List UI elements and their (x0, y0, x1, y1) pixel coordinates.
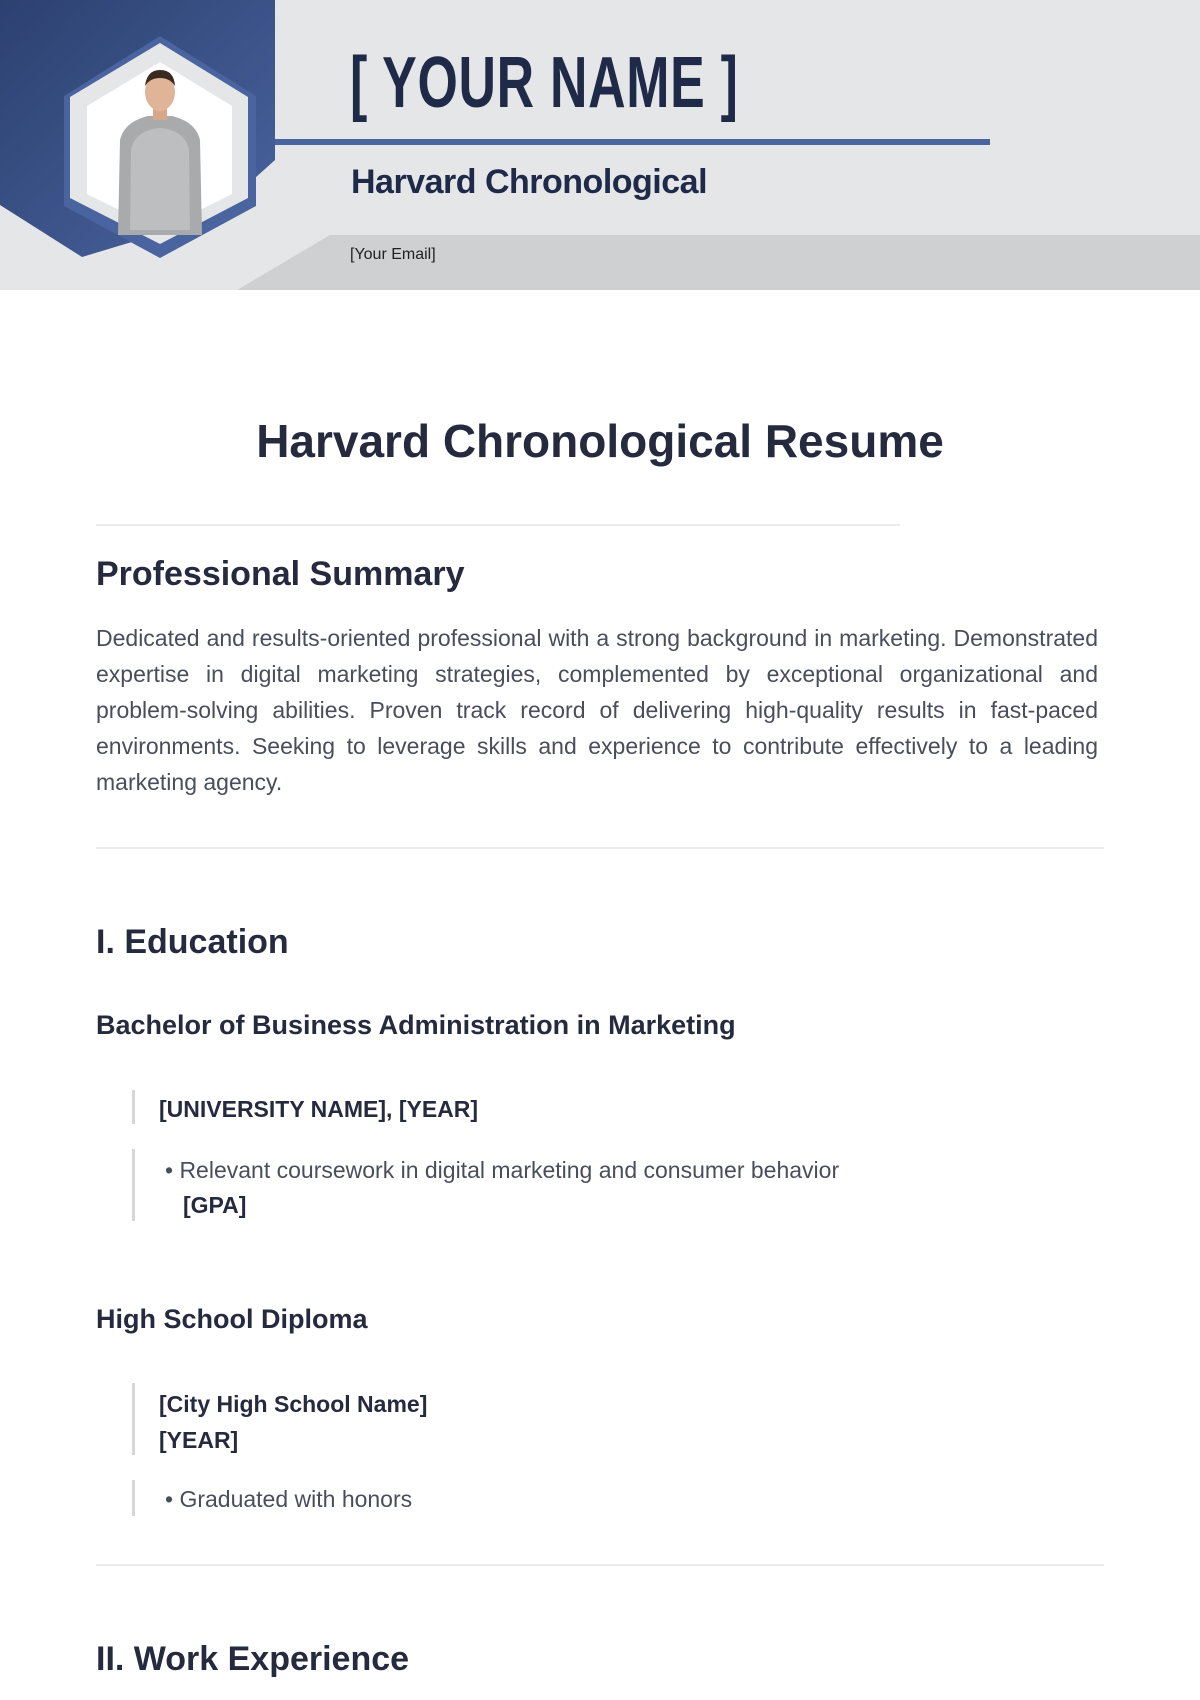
divider (96, 524, 900, 526)
email-text: [Your Email] (350, 246, 436, 263)
candidate-name: [ YOUR NAME ] (350, 43, 739, 123)
divider (96, 847, 1104, 849)
page-title: Harvard Chronological Resume (256, 415, 944, 467)
block-bar (132, 1383, 135, 1455)
divider (96, 1564, 1104, 1566)
block-bar (132, 1149, 135, 1221)
high-school-year: [YEAR] (159, 1427, 239, 1453)
high-school-name: [City High School Name] (159, 1391, 428, 1417)
resume-header (0, 0, 1200, 290)
degree-title: High School Diploma (96, 1304, 368, 1334)
work-experience-heading: II. Work Experience (96, 1640, 410, 1678)
summary-text: Dedicated and results-oriented professional with a strong background in marketing. Demonstrated expertise in digital marketing strategies, complemented by exceptional organizational and problem-solving abilities. Proven track record of delivering high-quality results in fast-paced environments. Seeking to leverage skills and experience to contribute effectively to a leading marketing agency. (96, 625, 1098, 795)
education-heading: I. Education (96, 923, 289, 961)
gpa-text: [GPA] (183, 1192, 247, 1218)
block-bar (132, 1480, 135, 1516)
name-underline (275, 139, 990, 145)
honors-bullet: • Graduated with honors (165, 1486, 413, 1512)
coursework-bullet: • Relevant coursework in digital marketing and consumer behavior (165, 1157, 840, 1183)
university-name: [UNIVERSITY NAME], [YEAR] (159, 1096, 479, 1122)
block-bar (132, 1090, 135, 1124)
header-subtitle: Harvard Chronological (351, 163, 708, 201)
summary-heading: Professional Summary (96, 555, 465, 593)
degree-title: Bachelor of Business Administration in Marketing (96, 1010, 736, 1040)
